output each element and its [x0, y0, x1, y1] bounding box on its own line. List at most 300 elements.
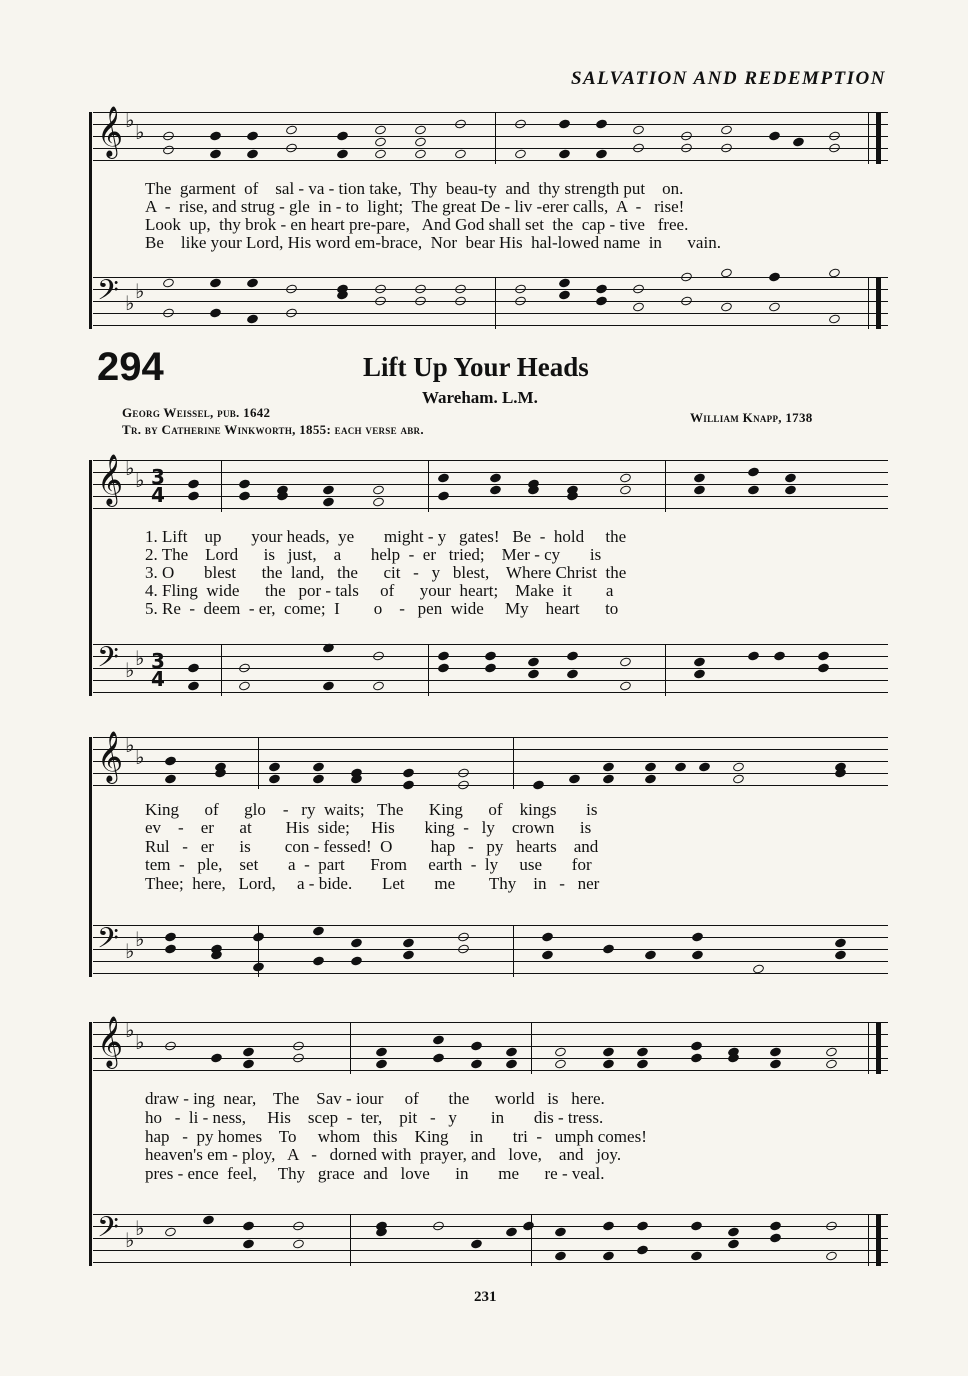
note-head: [828, 313, 841, 324]
note-head: [322, 680, 335, 691]
note-head: [322, 484, 335, 495]
note-head: [698, 761, 711, 772]
note-head: [209, 130, 222, 141]
note-head: [238, 680, 251, 691]
note-head: [484, 662, 497, 673]
tune-name: Wareham. L.M.: [422, 388, 538, 407]
note-head: [457, 943, 470, 954]
staff-line: [93, 737, 888, 738]
staff-line: [93, 644, 888, 645]
staff-line: [93, 1262, 888, 1263]
note-head: [554, 1250, 567, 1261]
note-head: [350, 937, 363, 948]
bar-line: [665, 644, 666, 696]
note-head: [414, 148, 427, 159]
bar-line: [868, 1022, 869, 1074]
note-head: [505, 1046, 518, 1057]
note-head: [747, 466, 760, 477]
note-head: [202, 1214, 215, 1225]
key-flat-icon: ♭: [125, 939, 135, 963]
note-head: [602, 773, 615, 784]
note-head: [187, 680, 200, 691]
bar-line: [258, 737, 259, 789]
note-head: [414, 283, 427, 294]
note-head: [292, 1238, 305, 1249]
key-flat-icon: ♭: [125, 1018, 135, 1042]
note-head: [505, 1226, 518, 1237]
treble-clef-icon: 𝄞: [97, 106, 124, 157]
staff-line: [93, 1226, 888, 1227]
key-flat-icon: ♭: [135, 927, 145, 951]
verse-line: Thee; here, Lord, a - bide. Let me Thy in - ner: [145, 874, 600, 893]
note-head: [602, 943, 615, 954]
key-flat-icon: ♭: [125, 291, 135, 315]
prev-verse-line: Be like your Lord, His word em-brace, Nor bear His hal-lowed name in vain.: [145, 233, 721, 252]
prev-verse-line: A - rise, and strug - gle in - to light; The great De - liv -erer calls, A - rise!: [145, 197, 685, 216]
note-head: [680, 142, 693, 153]
translator-credit: Tr. by Catherine Winkworth, 1855: each verse abr.: [122, 422, 424, 437]
verse-line: ev - er at His side; His king - ly crown is: [145, 818, 592, 837]
note-head: [602, 1220, 615, 1231]
note-head: [164, 1040, 177, 1051]
key-flat-icon: ♭: [135, 745, 145, 769]
note-head: [292, 1040, 305, 1051]
bass-clef-icon: 𝄢: [97, 274, 119, 314]
note-head: [522, 1220, 535, 1231]
note-head: [595, 118, 608, 129]
note-head: [825, 1058, 838, 1069]
note-head: [727, 1238, 740, 1249]
treble-clef-icon: 𝄞: [97, 454, 124, 505]
note-head: [454, 283, 467, 294]
note-head: [372, 680, 385, 691]
note-head: [632, 142, 645, 153]
note-head: [720, 301, 733, 312]
staff-line: [93, 1238, 888, 1239]
note-head: [162, 277, 175, 288]
note-head: [769, 1058, 782, 1069]
note-head: [769, 1046, 782, 1057]
note-head: [470, 1238, 483, 1249]
note-head: [558, 277, 571, 288]
prev-verse-line: The garment of sal - va - tion take, Thy beau-ty and thy strength put on.: [145, 179, 684, 198]
key-flat-icon: ♭: [135, 646, 145, 670]
note-head: [414, 136, 427, 147]
final-bar-line: [876, 1022, 881, 1074]
note-head: [720, 142, 733, 153]
key-flat-icon: ♭: [135, 279, 145, 303]
note-head: [187, 478, 200, 489]
treble-staff-prev: [93, 106, 888, 164]
staff-line: [93, 325, 888, 326]
system-brace: [89, 1022, 92, 1266]
verse-line: hap - py homes To whom this King in tri - umph comes!: [145, 1127, 647, 1146]
staff-line: [93, 1070, 888, 1071]
note-head: [532, 779, 545, 790]
note-head: [527, 668, 540, 679]
treble-staff-3: [93, 1016, 888, 1074]
note-head: [602, 1058, 615, 1069]
note-head: [209, 277, 222, 288]
verse-line: 5. Re - deem - er, come; I o - pen wide My heart to: [145, 599, 619, 618]
staff-line: [93, 289, 888, 290]
note-head: [566, 668, 579, 679]
note-head: [784, 484, 797, 495]
staff-line: [93, 124, 888, 125]
note-head: [432, 1220, 445, 1231]
note-head: [690, 1220, 703, 1231]
note-head: [636, 1058, 649, 1069]
verse-line: pres - ence feel, Thy grace and love in me re - veal.: [145, 1164, 605, 1183]
bar-line: [868, 112, 869, 164]
note-head: [285, 142, 298, 153]
bass-staff-1: [93, 641, 888, 696]
note-head: [164, 773, 177, 784]
note-head: [680, 295, 693, 306]
system-brace: [89, 460, 92, 696]
note-head: [768, 130, 781, 141]
note-head: [693, 668, 706, 679]
note-head: [632, 283, 645, 294]
note-head: [242, 1046, 255, 1057]
bass-clef-icon: 𝄢: [97, 641, 119, 681]
note-head: [674, 761, 687, 772]
bass-staff-3: [93, 1211, 888, 1266]
note-head: [825, 1220, 838, 1231]
note-head: [619, 484, 632, 495]
note-head: [437, 472, 450, 483]
note-head: [162, 307, 175, 318]
staff-line: [93, 761, 888, 762]
note-head: [554, 1046, 567, 1057]
treble-staff-1: [93, 454, 888, 512]
bass-clef-icon: 𝄢: [97, 1211, 119, 1251]
note-head: [374, 148, 387, 159]
section-header: SALVATION AND REDEMPTION: [570, 68, 886, 89]
bar-line: [531, 1022, 532, 1074]
note-head: [374, 136, 387, 147]
note-head: [164, 943, 177, 954]
note-head: [828, 142, 841, 153]
time-sig-top: 3: [151, 465, 165, 489]
note-head: [246, 313, 259, 324]
note-head: [164, 931, 177, 942]
note-head: [768, 271, 781, 282]
note-head: [312, 955, 325, 966]
note-head: [693, 484, 706, 495]
note-head: [558, 118, 571, 129]
note-head: [375, 1058, 388, 1069]
note-head: [238, 662, 251, 673]
note-head: [285, 307, 298, 318]
time-sig-bottom: 4: [151, 483, 165, 507]
time-sig-bottom: 4: [151, 667, 165, 691]
note-head: [246, 148, 259, 159]
treble-clef-icon: 𝄞: [97, 1016, 124, 1067]
note-head: [470, 1058, 483, 1069]
note-head: [602, 1250, 615, 1261]
staff-line: [93, 472, 888, 473]
verse-line: ho - li - ness, His scep - ter, pit - y in dis - tress.: [145, 1108, 604, 1127]
note-head: [285, 124, 298, 135]
note-head: [187, 662, 200, 673]
staff-line: [93, 1046, 888, 1047]
note-head: [636, 1046, 649, 1057]
verse-line: 4. Fling wide the por - tals of your heart; Make it a: [145, 581, 614, 600]
note-head: [414, 295, 427, 306]
note-head: [374, 283, 387, 294]
note-head: [825, 1250, 838, 1261]
staff-line: [93, 749, 888, 750]
note-head: [164, 1226, 177, 1237]
bar-line: [428, 460, 429, 512]
note-head: [566, 650, 579, 661]
note-head: [414, 124, 427, 135]
note-head: [784, 472, 797, 483]
note-head: [246, 130, 259, 141]
note-head: [489, 472, 502, 483]
note-head: [602, 1046, 615, 1057]
note-head: [690, 1052, 703, 1063]
note-head: [484, 650, 497, 661]
bar-line: [665, 460, 666, 512]
note-head: [554, 1226, 567, 1237]
note-head: [489, 484, 502, 495]
note-head: [242, 1220, 255, 1231]
key-flat-icon: ♭: [135, 1216, 145, 1240]
key-flat-icon: ♭: [135, 120, 145, 144]
staff-line: [93, 937, 888, 938]
note-head: [402, 949, 415, 960]
note-head: [693, 472, 706, 483]
note-head: [432, 1034, 445, 1045]
hymn-number: 294: [97, 345, 164, 389]
composer-credit: William Knapp, 1738: [690, 410, 813, 425]
note-head: [644, 761, 657, 772]
staff-line: [93, 160, 888, 161]
staff-line: [93, 484, 888, 485]
note-head: [690, 1040, 703, 1051]
note-head: [437, 650, 450, 661]
note-head: [514, 148, 527, 159]
note-head: [644, 949, 657, 960]
note-head: [162, 130, 175, 141]
note-head: [817, 662, 830, 673]
note-head: [595, 283, 608, 294]
bar-line: [350, 1214, 351, 1266]
verse-line: heaven's em - ploy, A - dorned with prayer, and love, and joy.: [145, 1145, 622, 1164]
staff-line: [93, 692, 888, 693]
time-signature: [149, 649, 167, 691]
note-head: [209, 307, 222, 318]
note-head: [514, 283, 527, 294]
note-head: [402, 779, 415, 790]
staff-line: [93, 925, 888, 926]
note-head: [773, 650, 786, 661]
note-head: [644, 773, 657, 784]
note-head: [454, 118, 467, 129]
staff-line: [93, 112, 888, 113]
note-head: [595, 148, 608, 159]
treble-staff-2: [93, 731, 888, 789]
final-bar-line: [876, 112, 881, 164]
note-head: [252, 961, 265, 972]
note-head: [454, 148, 467, 159]
note-head: [242, 1238, 255, 1249]
verse-line: 1. Lift up your heads, ye might - y gates! Be - hold the: [145, 527, 627, 546]
note-head: [292, 1052, 305, 1063]
staff-line: [93, 148, 888, 149]
treble-clef-icon: 𝄞: [97, 731, 124, 782]
note-head: [312, 761, 325, 772]
note-head: [322, 496, 335, 507]
note-head: [375, 1046, 388, 1057]
key-flat-icon: ♭: [135, 1030, 145, 1054]
time-signature: [149, 465, 167, 507]
note-head: [457, 779, 470, 790]
bar-line: [495, 112, 496, 164]
key-flat-icon: ♭: [125, 456, 135, 480]
note-head: [162, 144, 175, 155]
note-head: [690, 1250, 703, 1261]
note-head: [834, 949, 847, 960]
note-head: [242, 1058, 255, 1069]
note-head: [680, 271, 693, 282]
note-head: [374, 124, 387, 135]
note-head: [238, 490, 251, 501]
note-head: [568, 773, 581, 784]
staff-line: [93, 680, 888, 681]
note-head: [727, 1226, 740, 1237]
note-head: [732, 761, 745, 772]
note-head: [292, 1220, 305, 1231]
staff-line: [93, 460, 888, 461]
bar-line: [350, 1022, 351, 1074]
note-head: [457, 931, 470, 942]
key-flat-icon: ♭: [125, 1228, 135, 1252]
note-head: [619, 472, 632, 483]
note-head: [252, 931, 265, 942]
note-head: [268, 761, 281, 772]
note-head: [691, 949, 704, 960]
note-head: [619, 656, 632, 667]
note-head: [372, 484, 385, 495]
bass-staff-2: [93, 922, 888, 977]
verse-line: 3. O blest the land, the cit - y blest, Where Christ the: [145, 563, 627, 582]
note-head: [769, 1232, 782, 1243]
key-flat-icon: ♭: [125, 108, 135, 132]
note-head: [514, 118, 527, 129]
staff-line: [93, 1214, 888, 1215]
note-head: [432, 1052, 445, 1063]
verse-line: tem - ple, set a - part From earth - ly use for: [145, 855, 592, 874]
note-head: [402, 937, 415, 948]
system-brace: [89, 737, 92, 977]
staff-line: [93, 773, 888, 774]
staff-line: [93, 1034, 888, 1035]
key-flat-icon: ♭: [125, 733, 135, 757]
bar-line: [495, 277, 496, 329]
note-head: [372, 650, 385, 661]
bar-line: [868, 277, 869, 329]
staff-line: [93, 785, 888, 786]
note-head: [374, 295, 387, 306]
note-head: [238, 478, 251, 489]
note-head: [792, 136, 805, 147]
note-head: [595, 295, 608, 306]
system-brace: [89, 112, 92, 329]
staff-line: [93, 1250, 888, 1251]
bar-line: [221, 460, 222, 512]
verse-line: Rul - er is con - fessed! O hap - py hearts and: [145, 837, 599, 856]
note-head: [350, 955, 363, 966]
final-bar-line: [876, 1214, 881, 1266]
note-head: [209, 148, 222, 159]
note-head: [336, 148, 349, 159]
note-head: [747, 484, 760, 495]
note-head: [828, 130, 841, 141]
note-head: [527, 656, 540, 667]
note-head: [636, 1244, 649, 1255]
note-head: [834, 937, 847, 948]
note-head: [246, 277, 259, 288]
bar-line: [868, 1214, 869, 1266]
author-credit: Georg Weissel, pub. 1642: [122, 405, 271, 420]
verse-line: King of glo - ry waits; The King of kings is: [145, 800, 598, 819]
note-head: [693, 656, 706, 667]
key-flat-icon: ♭: [135, 468, 145, 492]
note-head: [769, 1220, 782, 1231]
note-head: [541, 949, 554, 960]
staff-line: [93, 961, 888, 962]
note-head: [312, 773, 325, 784]
note-head: [619, 680, 632, 691]
note-head: [632, 124, 645, 135]
note-head: [268, 773, 281, 784]
bar-line: [221, 644, 222, 696]
note-head: [732, 773, 745, 784]
hymn-title: Lift Up Your Heads: [363, 352, 589, 382]
bar-line: [513, 925, 514, 977]
note-head: [747, 650, 760, 661]
note-head: [336, 130, 349, 141]
note-head: [825, 1046, 838, 1057]
note-head: [514, 295, 527, 306]
time-sig-top: 3: [151, 649, 165, 673]
key-flat-icon: ♭: [125, 658, 135, 682]
note-head: [817, 650, 830, 661]
note-head: [402, 767, 415, 778]
bar-line: [428, 644, 429, 696]
note-head: [164, 755, 177, 766]
bar-line: [513, 737, 514, 789]
staff-line: [93, 508, 888, 509]
note-head: [505, 1058, 518, 1069]
note-head: [210, 1052, 223, 1063]
note-head: [602, 761, 615, 772]
note-head: [558, 289, 571, 300]
note-head: [691, 931, 704, 942]
bass-staff-prev: [93, 274, 888, 329]
note-head: [720, 124, 733, 135]
note-head: [632, 301, 645, 312]
staff-line: [93, 301, 888, 302]
note-head: [554, 1058, 567, 1069]
note-head: [470, 1040, 483, 1051]
note-head: [454, 295, 467, 306]
note-head: [437, 490, 450, 501]
note-head: [768, 301, 781, 312]
